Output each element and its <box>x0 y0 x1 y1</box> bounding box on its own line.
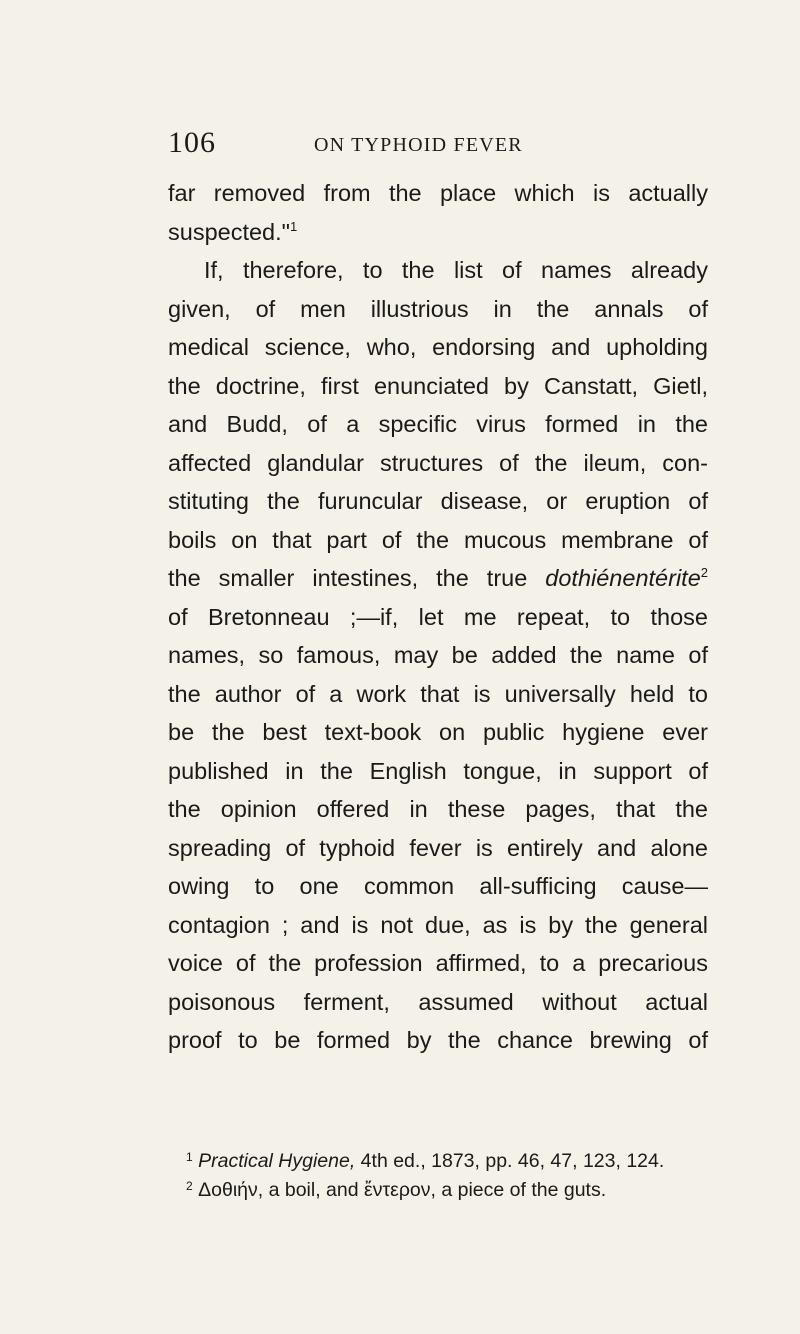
footnote-title: Practical Hygiene, <box>198 1150 356 1172</box>
text-line-11: the smaller intestines, the true dothiénentérite$^2$ <box>168 565 708 591</box>
text-line-15: be the best text-book on public hygiene ever <box>168 719 708 745</box>
text-line-20: contagion ; and is not due, as is by the general <box>168 911 708 938</box>
text-line-14: the author of a work that is universally held to <box>168 680 708 707</box>
text-line-10: boils on that part of the mucous membrane of <box>168 526 708 553</box>
footnote-ref-2: 2 <box>700 565 708 580</box>
footnotes <box>186 1147 726 1205</box>
footnote-number: 2 <box>186 1179 193 1193</box>
text-line-18: spreading of typhoid fever is entirely and alone <box>168 834 708 861</box>
italic-term: dothiénentérite <box>545 565 701 591</box>
text-line-12: of Bretonneau ;—if, let me repeat, to those <box>168 603 708 630</box>
text-line-21: voice of the profession affirmed, to a precarious <box>168 950 708 976</box>
text-line-2: suspected."$^1$ <box>168 218 298 245</box>
text-line-4: given, of men illustrious in the annals of <box>168 295 708 322</box>
text-line-22: poisonous ferment, assumed without actual <box>168 988 708 1015</box>
page-header <box>168 126 708 166</box>
footnote-text: a boil, and ἔντερον, a piece of the guts. <box>263 1179 607 1201</box>
text-line-17: the opinion offered in these pages, that the <box>168 796 708 822</box>
footnote-text: 4th ed., 1873, pp. 46, 47, 123, 124. <box>355 1150 665 1172</box>
footnote-greek-term: Δοθιήν, <box>198 1179 264 1201</box>
page-number: 106 <box>168 126 216 159</box>
footnote-2 <box>186 1176 726 1205</box>
text-line-9: stituting the furuncular disease, or eruption of <box>168 488 708 514</box>
text-line-3: If, therefore, to the list of names already <box>204 257 708 283</box>
text-line-8: affected glandular structures of the ileum, con- <box>168 449 708 476</box>
text-line-5: medical science, who, endorsing and upholding <box>168 334 708 360</box>
text-line-16: published in the English tongue, in support of <box>168 757 708 784</box>
text-line-7: and Budd, of a specific virus formed in the <box>168 411 708 437</box>
running-title: ON TYPHOID FEVER <box>314 134 523 156</box>
text-line-6: the doctrine, first enunciated by Canstatt, Gietl, <box>168 372 708 399</box>
footnote-ref-1: 1 <box>290 218 298 234</box>
text-line-19: owing to one common all-sufficing cause— <box>168 873 708 899</box>
footnote-number: 1 <box>186 1150 193 1164</box>
text-line-13: names, so famous, may be added the name of <box>168 642 708 668</box>
text-line-23: proof to be formed by the chance brewing of <box>168 1027 708 1053</box>
text-line-1: far removed from the place which is actually <box>168 180 708 206</box>
body-text <box>168 174 708 1060</box>
footnote-1 <box>186 1147 726 1176</box>
